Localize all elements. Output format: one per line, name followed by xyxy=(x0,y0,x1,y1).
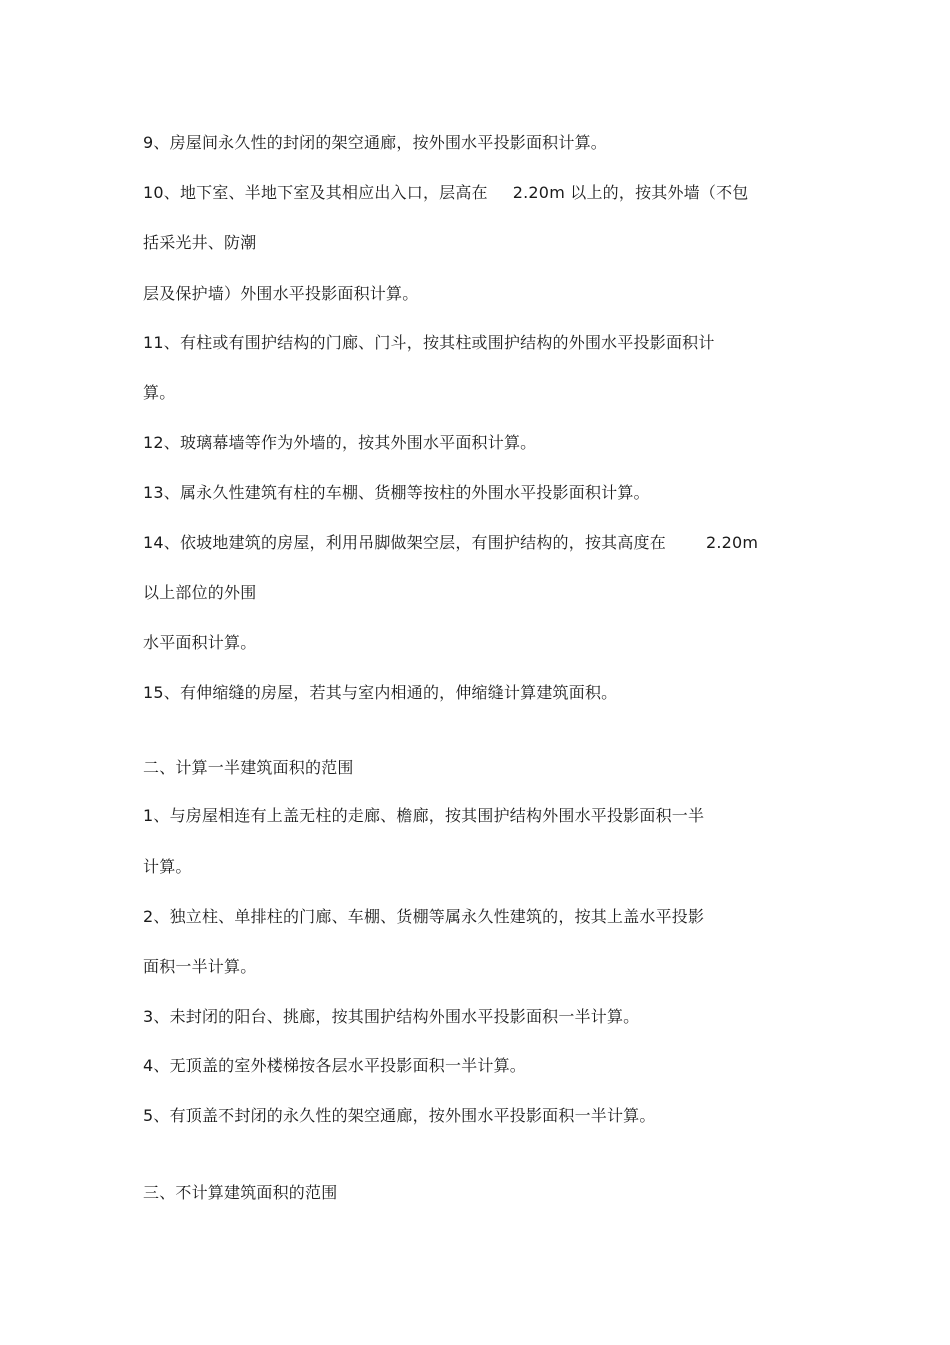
paragraph-line xyxy=(143,533,758,553)
paragraph-line: 5、有顶盖不封闭的永久性的架空通廊，按外围水平投影面积一半计算。 xyxy=(143,1106,656,1125)
paragraph-line: 2、独立柱、单排柱的门廊、车棚、货棚等属永久性建筑的，按其上盖水平投影 xyxy=(143,907,705,926)
paragraph-line: 括采光井、防潮 xyxy=(143,233,257,252)
paragraph-line: 12、玻璃幕墙等作为外墙的，按其外围水平面积计算。 xyxy=(143,433,537,452)
paragraph-line: 9、房屋间永久性的封闭的架空通廊，按外围水平投影面积计算。 xyxy=(143,133,607,152)
paragraph-line: 4、无顶盖的室外楼梯按各层水平投影面积一半计算。 xyxy=(143,1056,526,1075)
paragraph-line: 3、未封闭的阳台、挑廊，按其围护结构外围水平投影面积一半计算。 xyxy=(143,1007,640,1026)
paragraph-line: 13、属永久性建筑有柱的车棚、货棚等按柱的外围水平投影面积计算。 xyxy=(143,483,650,502)
paragraph-line: 面积一半计算。 xyxy=(143,957,257,976)
section-heading: 二、计算一半建筑面积的范围 xyxy=(143,758,354,777)
section-heading: 三、不计算建筑面积的范围 xyxy=(143,1183,338,1202)
paragraph-line: 层及保护墙）外围水平投影面积计算。 xyxy=(143,284,419,303)
paragraph-line: 计算。 xyxy=(143,857,192,876)
paragraph-line: 算。 xyxy=(143,383,176,402)
paragraph-line: 11、有柱或有围护结构的门廊、门斗，按其柱或围护结构的外围水平投影面积计 xyxy=(143,333,715,352)
text-segment: 2.20m xyxy=(705,533,759,552)
paragraph-line: 水平面积计算。 xyxy=(143,633,257,652)
paragraph-line: 1、与房屋相连有上盖无柱的走廊、檐廊，按其围护结构外围水平投影面积一半 xyxy=(143,806,705,825)
text-segment: 2.20m 以上的，按其外墙（不包 xyxy=(512,183,749,202)
text-segment: 10、地下室、半地下室及其相应出入口，层高在 xyxy=(143,183,488,202)
text-segment: 14、依坡地建筑的房屋，利用吊脚做架空层，有围护结构的，按其高度在 xyxy=(143,533,666,552)
paragraph-line xyxy=(143,183,748,203)
paragraph-line: 15、有伸缩缝的房屋，若其与室内相通的，伸缩缝计算建筑面积。 xyxy=(143,683,618,702)
paragraph-line: 以上部位的外围 xyxy=(143,583,257,602)
